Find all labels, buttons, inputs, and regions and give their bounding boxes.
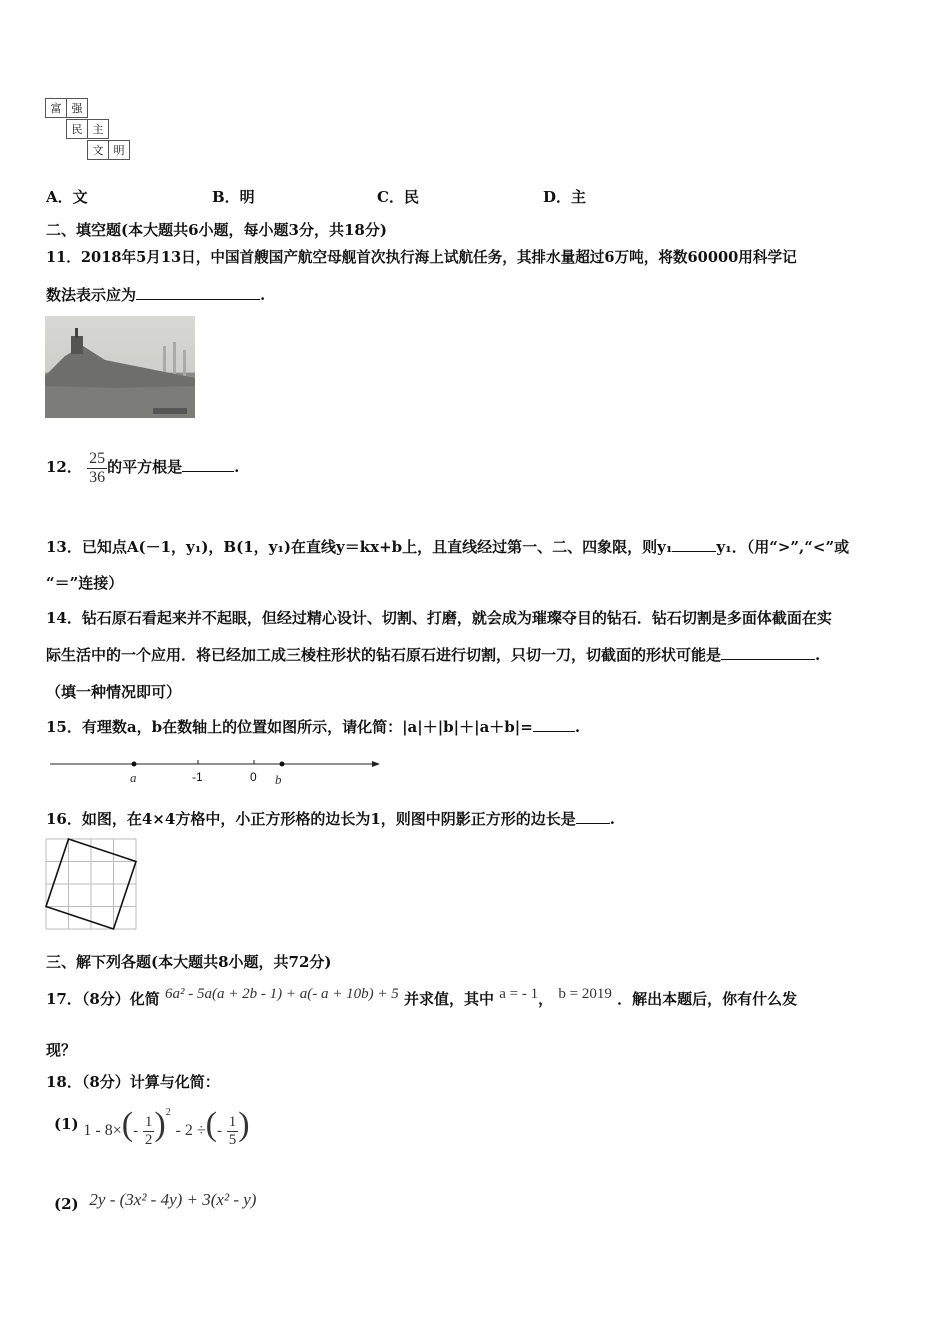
q18-title: 18．（8分）计算与化简：	[46, 1073, 220, 1091]
answer-blank	[672, 537, 716, 552]
net-cell: 强	[66, 98, 88, 118]
q12-fraction	[87, 450, 107, 486]
q17-tail: ．解出本题后，你有什么发	[617, 990, 798, 1008]
q18-part1-fraction2	[227, 1114, 239, 1148]
q16-text: 16．如图，在4×4方格中，小正方形格的边长为1，则图中阴影正方形的边长是	[46, 810, 576, 828]
q17-condition-b: b = 2019	[558, 986, 612, 1002]
minus-sign: -	[216, 1123, 222, 1139]
q11-line2	[46, 284, 265, 305]
axis-label-minus-one: -1	[192, 770, 203, 784]
q17-condition-a: a = - 1	[499, 986, 539, 1002]
cube-net-figure	[45, 98, 135, 164]
q12-denominator: 36	[89, 468, 106, 486]
net-cell: 富	[45, 98, 67, 118]
option-c: C．民	[377, 188, 419, 206]
q12-numerator: 25	[89, 450, 106, 467]
q13-line1	[46, 536, 849, 557]
q16-end: .	[609, 810, 615, 828]
q13-mid: y₁．（用“>”,“<”或	[716, 538, 850, 556]
answer-blank	[533, 717, 575, 732]
q17-expression: 6a² - 5a(a + 2b - 1) + a(- a + 10b) + 5	[165, 986, 399, 1002]
q11-end: .	[260, 286, 266, 304]
q14-end: .	[815, 646, 821, 664]
paren-open: (	[205, 1106, 217, 1143]
q15-line	[46, 716, 580, 737]
q16-line	[46, 808, 615, 829]
option-a: A．文	[46, 188, 88, 206]
aircraft-carrier-photo	[45, 316, 195, 418]
paren-open: (	[121, 1106, 134, 1143]
axis-label-b: b	[275, 772, 282, 787]
net-cell: 文	[87, 140, 109, 160]
q17-sep: ，	[538, 990, 554, 1008]
minus-sign: -	[133, 1123, 139, 1139]
axis-label-a: a	[130, 770, 137, 785]
denominator: 5	[228, 1131, 237, 1148]
q18-part2-expr: 2y - (3x² - 4y) + 3(x² - y)	[89, 1190, 257, 1209]
option-d: D．主	[543, 188, 587, 206]
denominator: 2	[144, 1131, 153, 1148]
numerator: 1	[228, 1114, 237, 1130]
q18-part1-expr-b: - 2 ÷	[175, 1122, 206, 1139]
q18-part2	[54, 1190, 257, 1213]
section2-title: 二、填空题(本大题共6小题，每小题3分，共18分)	[46, 221, 387, 239]
answer-blank	[136, 285, 260, 300]
q18-part1-label: (1)	[54, 1115, 79, 1133]
answer-blank	[182, 457, 234, 472]
net-cell: 主	[87, 119, 109, 139]
q14-line3: （填一种情况即可）	[46, 683, 182, 701]
q15-end: .	[574, 718, 581, 736]
q11-line1: 11．2018年5月13日，中国首艘国产航空母舰首次执行海上试航任务，其排水量超过6万吨，将数60000用科学记	[46, 249, 797, 266]
answer-blank	[721, 645, 815, 660]
q18-part1-expr-a: 1 - 8×	[83, 1122, 122, 1139]
q12-prefix: 12．	[46, 458, 82, 477]
paren-close: )	[154, 1106, 166, 1143]
q14-line2	[46, 644, 820, 665]
option-b: B．明	[212, 188, 255, 206]
q17-prefix: 17．（8分）化简	[46, 990, 160, 1008]
q18-part1-fraction1	[143, 1114, 155, 1148]
q14-line1: 14．钻石原石看起来并不起眼，但经过精心设计、切割、打磨，就会成为璀璨夺目的钻石．钻石切割是多面体截面在实	[46, 609, 832, 627]
q15-text: 15．有理数a，b在数轴上的位置如图所示，请化简：|a|＋|b|＋|a＋b|=	[46, 718, 533, 736]
q18-part1	[54, 1106, 250, 1158]
paren-close: )	[238, 1106, 250, 1143]
q17-line1	[46, 982, 798, 1008]
q11-text: 数法表示应为	[46, 286, 137, 304]
q18-part2-label: (2)	[54, 1195, 79, 1213]
q13-line2: “＝”连接）	[46, 574, 124, 592]
grid-square-figure	[45, 838, 139, 932]
section3-title: 三、解下列各题(本大题共8小题，共72分)	[46, 953, 332, 971]
numerator: 1	[144, 1114, 153, 1130]
q12-text: 的平方根是	[107, 458, 183, 477]
q12-end: .	[234, 458, 240, 477]
axis-label-zero: 0	[250, 770, 257, 784]
answer-blank	[576, 809, 610, 824]
net-cell: 民	[66, 119, 88, 139]
q17-mid: 并求值，其中	[403, 990, 494, 1008]
number-line-figure	[46, 752, 386, 792]
q14-text: 际生活中的一个应用．将已经加工成三棱柱形状的钻石原石进行切割，只切一刀，切截面的形状可能是	[46, 646, 722, 664]
net-cell: 明	[108, 140, 130, 160]
exponent-two: 2	[165, 1107, 171, 1118]
q13-text: 13．已知点A(－1，y₁)，B(1，y₁)在直线y＝kx+b上，且直线经过第一、二、四象限，则y₁	[46, 538, 673, 556]
q12	[46, 450, 239, 486]
q17-line2: 现？	[46, 1041, 77, 1059]
